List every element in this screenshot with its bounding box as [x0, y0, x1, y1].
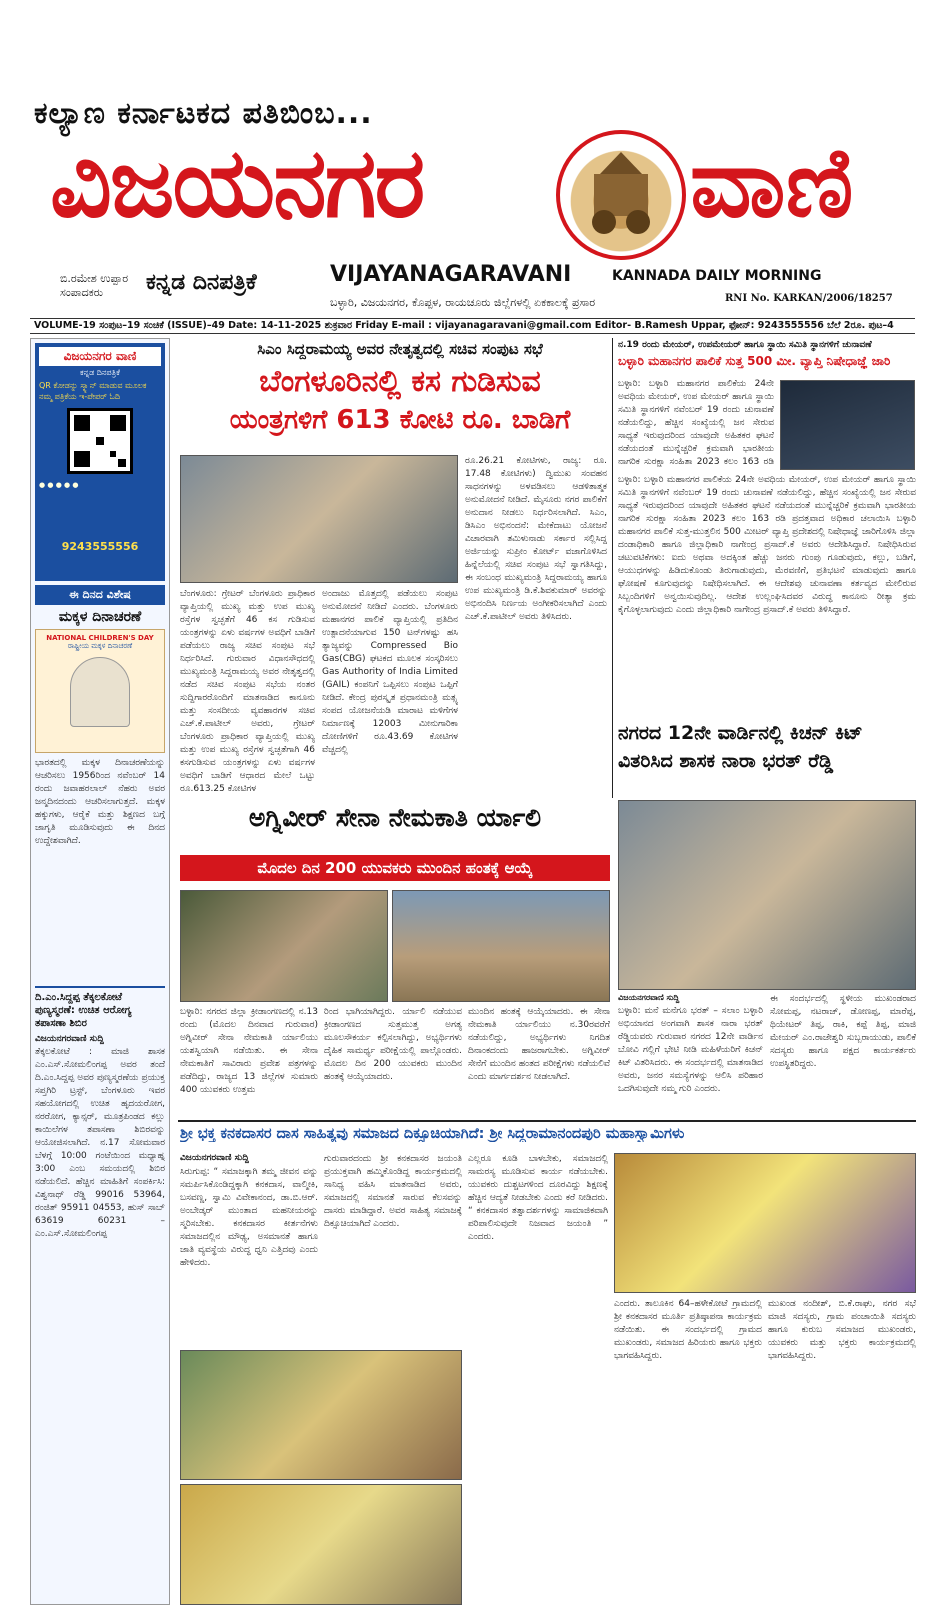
- kanaka-body-3: ಎಲ್ಲರೂ ಕೂಡಿ ಬಾಳಬೇಕು, ಸಮಾಜದಲ್ಲಿ ಸಾಮರಸ್ಯ ಮೂಡಿಸುವ ಕಾರ್ಯ ನಡೆಯಬೇಕು. ಯುವಕರು ದುಶ್ಚಟಗಳಿಂದ ದೂರವಿದ್ದು ಶಿಕ್ಷಣಕ್ಕೆ ಹೆಚ್ಚಿನ ಆದ್ಯತೆ ನೀಡಬೇಕು ಎಂದು ಕರೆ ನೀಡಿದರು. “ ಕನಕದಾಸರ ತತ್ವಾದರ್ಶಗಳನ್ನು ಸಾಮಾಜಿಕವಾಗಿ ಪರಿಪಾಲಿಸುವುದೇ ನಿಜವಾದ ಜಯಂತಿ ” ಎಂದರು.: [468, 1154, 608, 1242]
- agniveer-body-1: ಬಳ್ಳಾರಿ: ನಗರದ ಜಿಲ್ಲಾ ಕ್ರೀಡಾಂಗಣದಲ್ಲಿ ನ.13 ರಂದು (ಮೊದಲ ದಿನವಾದ ಗುರುವಾರ) ಅಗ್ನಿವೀರ್ ಸೇನಾ ನೇಮಕಾತಿ ರ್ಯಾಲಿಯು ಯಶಸ್ವಿಯಾಗಿ ನಡೆಯಿತು. ಈ ಸೇನಾ ನೇಮಕಾತಿಗೆ ಸಾವಿರಾರು ಪ್ರವೇಶ ಪತ್ರಗಳನ್ನು ಪಡೆದಿದ್ದು, ರಾಜ್ಯದ 13 ಜಿಲ್ಲೆಗಳ ಸುಮಾರು 400 ಯುವಕರು ಉತ್ತಮ: [180, 1007, 318, 1095]
- kanaka-body-1: ಸಿರುಗುಪ್ಪ: “ ಸಮಾಜಕ್ಕಾಗಿ ತಮ್ಮ ಜೀವನ ವನ್ನು ಸಮರ್ಪಿಸಿಕೊಂಡಿದ್ದಕ್ಕಾಗಿ ಕನಕದಾಸ, ವಾಲ್ಮೀಕಿ, ಬಸವಣ್ಣ, ಸ್ವಾಮಿ ವಿವೇಕಾನಂದ, ಡಾ.ಬಿ.ಆರ್. ಅಂಬೇಡ್ಕರ್ ಮುಂತಾದ ಮಹನೀಯರನ್ನು ಸ್ಮರಿಸಬೇಕು. ಕನಕದಾಸರ ಕೀರ್ತನೆಗಳು ಸಮಾಜದಲ್ಲಿನ ಮೌಢ್ಯ, ಅಸಮಾನತೆ ಹಾಗೂ ಜಾತಿ ವ್ಯವಸ್ಥೆಯ ವಿರುದ್ಧ ಧ್ವನಿ ಎತ್ತಿದವು ಎಂದು ಹೇಳಿದರು.: [180, 1167, 318, 1268]
- lead-kicker: ಸಿಎಂ ಸಿದ್ದರಾಮಯ್ಯ ಅವರ ನೇತೃತ್ವದಲ್ಲಿ ಸಚಿವ ಸಂಪುಟ ಸಭೆ: [257, 340, 543, 358]
- kitchen-headline-1: ನಗರದ 12ನೇ ವಾರ್ಡಿನಲ್ಲಿ ಕಿಚನ್ ಕಿಟ್: [618, 722, 863, 744]
- lead-story: [180, 340, 620, 436]
- kitchen-body-1: ಬಳ್ಳಾರಿ: ಮನೆ ಮನೆಗೂ ಭರತ್ – ಸಲಾಂ ಬಳ್ಳಾರಿ ಅಭಿಯಾನದ ಅಂಗವಾಗಿ ಶಾಸಕ ನಾರಾ ಭರತ್ ರೆಡ್ಡಿಯವರು ಗುರುವಾರ ನಗರದ 12ನೇ ವಾರ್ಡಿನ ಬೋವಿ ಗಲ್ಲಿಗೆ ಭೇಟಿ ನೀಡಿ ಮಹಿಳೆಯರಿಗೆ ಕಿಚನ್ ಕಿಟ್ ವಿತರಿಸಿದರು. ಈ ಸಂದರ್ಭದಲ್ಲಿ ಮಾತನಾಡಿದ ಅವರು, ಜನರ ಸಮಸ್ಯೆಗಳನ್ನು ಆಲಿಸಿ ಪರಿಹಾರ ಒದಗಿಸುವುದೇ ನಮ್ಮ ಗುರಿ ಎಂದರು.: [618, 1006, 763, 1094]
- issue-info-bar: VOLUME-19 ಸಂಪುಟ–19 ಸಂಚಿಕೆ (ISSUE)–49 Date: 14-11-2025 ಶುಕ್ರವಾರ Friday E-mail : vijayanagaravani@gmail.com Editor- B.Ramesh Uppar, ಫೋನ್: 9243555556 ಬೆಲೆ 2ರೂ. ಪುಟ–4: [30, 318, 915, 334]
- kitchen-kit-photo: [618, 800, 916, 990]
- editor-name: ಬಿ.ರಮೇಶ ಉಪ್ಪಾರ: [60, 272, 129, 285]
- lead-headline-1: ಬೆಂಗಳೂರಿನಲ್ಲಿ ಕಸ ಗುಡಿಸುವ: [259, 364, 541, 399]
- agniveer-headline: ಅಗ್ನಿವೀರ್ ಸೇನಾ ನೇಮಕಾತಿ ರ್ಯಾಲಿ: [248, 803, 542, 832]
- agniveer-photo-2: [392, 890, 610, 1002]
- poster-title: NATIONAL CHILDREN'S DAY: [46, 634, 154, 642]
- kitchen-story-header: [618, 722, 916, 772]
- kanaka-body-2: ಗುರುವಾರದಂದು ಶ್ರೀ ಕನಕದಾಸರ ಜಯಂತಿ ಪ್ರಯುಕ್ತವಾಗಿ ಹಮ್ಮಿಕೊಂಡಿದ್ದ ಕಾರ್ಯಕ್ರಮದಲ್ಲಿ ಸಾನಿಧ್ಯ ವಹಿಸಿ ಮಾತನಾಡಿದ ಅವರು, ಸಮಾಜದಲ್ಲಿ ಸಮಾನತೆ ಸಾರುವ ಕೆಲಸವನ್ನು ದಾಸರು ಮಾಡಿದ್ದಾರೆ. ಅವರ ಸಾಹಿತ್ಯ ಸಮಾಜಕ್ಕೆ ದಿಕ್ಸೂಚಿಯಾಗಿದೆ ಎಂದರು.: [324, 1154, 462, 1229]
- kanaka-byline: ವಿಜಯನಗರವಾಣಿ ಸುದ್ದಿ: [180, 1153, 249, 1163]
- childrens-day-poster: [35, 629, 165, 753]
- lead-body-3: ರೂ.26.21 ಕೋಟಿಗಳು, ರಾಜ್ಯ: ರೂ. 17.48 ಕೋಟಿಗಳು) ದ್ವಿಮುಖ ಸಂವಹನ ಸಾಧನಗಳನ್ನು ಅಳವಡಿಸಲು ಆಡಳಿತಾತ್ಮಕ ಅನುಮೋದನೆ ನೀಡಿದೆ. ಮೈಸೂರು ನಗರ ಪಾಲಿಕೆಗೆ ಅನುದಾನ ನೀಡಲು ನಿರ್ಧರಿಸಲಾಗಿದೆ. ಸಿಎಂ, ಡಿಸಿಎಂ ಅಭಿನಂದನೆ: ಮೇಕೆದಾಟು ಯೋಜನೆ ವಿಚಾರವಾಗಿ ತಮಿಳುನಾಡು ಸರ್ಕಾರ ಸಲ್ಲಿಸಿದ್ದ ಅರ್ಜಿಯನ್ನು ಸುಪ್ರೀಂ ಕೋರ್ಟ್ ವಜಾಗೊಳಿಸಿದ ಹಿನ್ನೆಲೆಯಲ್ಲಿ ಸಚಿವ ಸಂಪುಟ ಸಭೆ ಸ್ವಾಗತಿಸಿದ್ದು, ಈ ಸಂಬಂಧ ಮುಖ್ಯಮಂತ್ರಿ ಸಿದ್ದರಾಮಯ್ಯ ಹಾಗೂ ಉಪ ಮುಖ್ಯಮಂತ್ರಿ ಡಿ.ಕೆ.ಶಿವಕುಮಾರ್ ಅವರನ್ನು ಅಭಿನಂದಿಸಿ ನಿರ್ಣಯ ಅಂಗೀಕರಿಸಲಾಗಿದೆ ಎಂದು ಎಚ್.ಕೆ.ಪಾಟೀಲ್ ಅವರು ತಿಳಿಸಿದರು.: [465, 456, 607, 622]
- whatsapp-icon[interactable]: ●: [55, 481, 62, 489]
- qr-code-icon[interactable]: [67, 408, 133, 474]
- brand-en: VIJAYANAGARAVANI: [330, 262, 572, 287]
- agniveer-body-2: ರಿಂದ ಭಾಗಿಯಾಗಿದ್ದರು. ರ್ಯಾಲಿ ನಡೆಯುವ ಕ್ರೀಡಾಂಗಣದ ಸುತ್ತಮುತ್ತ ಅಗತ್ಯ ಮೂಲಸೌಕರ್ಯ ಕಲ್ಪಿಸಲಾಗಿದ್ದು, ಅಭ್ಯರ್ಥಿಗಳು ದೈಹಿಕ ಸಾಮರ್ಥ್ಯ ಪರೀಕ್ಷೆಯಲ್ಲಿ ಪಾಲ್ಗೊಂಡರು. ಮೊದಲ ದಿನ 200 ಯುವಕರು ಮುಂದಿನ ಹಂತಕ್ಕೆ ಆಯ್ಕೆಯಾದರು.: [324, 1007, 462, 1082]
- municipal-story: [618, 340, 916, 369]
- collector-photo: [780, 380, 915, 470]
- section-rule: [178, 1120, 916, 1122]
- municipal-body-b: ಬಳ್ಳಾರಿ: ಬಳ್ಳಾರಿ ಮಹಾನಗರ ಪಾಲಿಕೆಯ 24ನೇ ಅವಧಿಯ ಮೇಯರ್, ಉಪ ಮೇಯರ್ ಹಾಗೂ ಸ್ಥಾಯಿ ಸಮಿತಿ ಸ್ಥಾನಗಳಿಗೆ ನವೆಂಬರ್ 19 ರಂದು ಚುನಾವಣೆ ನಡೆಯಲಿದ್ದು, ಹೆಚ್ಚಿನ ಸಂಖ್ಯೆಯಲ್ಲಿ ಜನ ಸೇರುವ ಸಾಧ್ಯತೆ ಇರುವುದರಿಂದ ಯಾವುದೇ ಅಹಿತಕರ ಘಟನೆ ನಡೆಯದಂತೆ ಮುನ್ನೆಚ್ಚರಿಕೆ ಕ್ರಮವಾಗಿ ಭಾರತೀಯ ನಾಗರಿಕ ಸುರಕ್ಷಾ ಸಂಹಿತಾ 2023 ಕಲಂ 163 ರಡಿ ಪ್ರದತ್ತವಾದ ಅಧಿಕಾರ ಚಲಾಯಿಸಿ ಬಳ್ಳಾರಿ ಮಹಾನಗರ ಪಾಲಿಕೆ ಸುತ್ತ-ಮುತ್ತಲಿನ 500 ಮೀಟರ್ ವ್ಯಾಪ್ತಿ ಪ್ರದೇಶದಲ್ಲಿ ನಿಷೇಧಾಜ್ಞೆ ಜಾರಿಗೊಳಿಸಿ ಜಿಲ್ಲಾ ದಂಡಾಧಿಕಾರಿ ಹಾಗೂ ಜಿಲ್ಲಾಧಿಕಾರಿ ನಾಗೇಂದ್ರ ಪ್ರಸಾದ್.ಕೆ ಅವರು ಆದೇಶಿಸಿದ್ದಾರೆ. ನಿಷೇಧಿಸಿರುವ ಚಟುವಟಿಕೆಗಳು: ಐದು ಅಥವಾ ಅದಕ್ಕಿಂತ ಹೆಚ್ಚು ಜನರು ಗುಂಪು ಗೂಡುವುದು, ಕಲ್ಲು, ಬಡಿಗೆ, ಆಯುಧಗಳನ್ನು ಹಿಡಿದುಕೊಂಡು ತಿರುಗಾಡುವುದು, ಮೆರವಣಿಗೆ, ಪ್ರತಿಭಟನೆ ಮಾಡುವುದು ಹಾಗೂ ಘೋಷಣೆ ಕೂಗುವುದನ್ನು ನಿಷೇಧಿಸಲಾಗಿದೆ. ಈ ಆದೇಶವು ಚುನಾವಣಾ ಕರ್ತವ್ಯದ ಮೇಲಿರುವ ಸಿಬ್ಬಂದಿಗಳಿಗೆ ಅನ್ವಯಿಸುವುದಿಲ್ಲ. ಆದೇಶ ಉಲ್ಲಂಘಿಸಿದವರ ವಿರುದ್ಧ ಕಾನೂನು ರೀತ್ಯಾ ಕ್ರಮ ಕೈಗೊಳ್ಳಲಾಗುವುದು ಎಂದು ಜಿಲ್ಲಾಧಿಕಾರಿ ನಾಗೇಂದ್ರ ಪ್ರಸಾದ್.ಕೆ ಅವರು ತಿಳಿಸಿದ್ದಾರೆ.: [618, 475, 916, 615]
- agniveer-banner: ಮೊದಲ ದಿನ 200 ಯುವಕರು ಮುಂದಿನ ಹಂತಕ್ಕೆ ಆಯ್ಕೆ: [180, 855, 610, 881]
- left-sidebar: [30, 338, 170, 1605]
- youtube-icon[interactable]: ●: [47, 481, 54, 489]
- health-camp-text: ತೆಕ್ಕಲಕೋಟೆ : ಮಾಜಿ ಶಾಸಕ ಎಂ.ಎಸ್.ಸೋಮಲಿಂಗಪ್ಪ ಅವರ ತಂದೆ ದಿ.ಎಂ.ಸಿದ್ದಪ್ಪ ಅವರ ಪುಣ್ಯಸ್ಮರಣೆಯ ಪ್ರಯುಕ್ತ ಸಪ್ತಗಿರಿ ಟ್ರಸ್ಟ್, ಬೆಂಗಳೂರು ಇವರ ಸಹಯೋಗದಲ್ಲಿ ಉಚಿತ ಹೃದಯರೋಗ, ನರರೋಗ, ಕ್ಯಾನ್ಸರ್, ಮೂತ್ರಪಿಂಡದ ಕಲ್ಲು ಕಾಯಿಲೆಗಳ ತಪಾಸಣಾ ಶಿಬಿರವನ್ನು ಆಯೋಜಿಸಲಾಗಿದೆ. ನ.17 ಸೋಮವಾರ ಬೆಳಗ್ಗೆ 10:00 ಗಂಟೆಯಿಂದ ಮಧ್ಯಾಹ್ನ 3:00 ಎಂಬ ಸಮಯದಲ್ಲಿ ಶಿಬಿರ ನಡೆಯಲಿದೆ. ಹೆಚ್ಚಿನ ಮಾಹಿತಿಗೆ ಸಂಪರ್ಕಿಸಿ: ವಿಶ್ವನಾಥ್ ರೆಡ್ಡಿ 99016 53964, ರಂಜಿತ್ 95911 04553, ಹುಸ್ ಸಾಬ್ 63619 60231 – ಎಂ.ಎಸ್.ಸೋಮಲಿಂಗಪ್ಪ: [35, 1047, 165, 1239]
- poster-kn: ರಾಷ್ಟ್ರೀಯ ಮಕ್ಕಳ ದಿನಾಚರಣೆ: [67, 642, 133, 650]
- kitchen-headline-2: ವಿತರಿಸಿದ ಶಾಸಕ ನಾರಾ ಭರತ್ ರೆಡ್ಡಿ: [618, 750, 834, 772]
- masthead-title-part2: ವಾಣಿ: [690, 126, 854, 239]
- municipal-headline: ಬಳ್ಳಾರಿ ಮಹಾನಗರ ಪಾಲಿಕೆ ಸುತ್ತ 500 ಮೀ. ವ್ಯಾಪ್ತಿ ನಿಷೇಧಾಜ್ಞೆ ಜಾರಿ: [618, 354, 891, 368]
- kanaka-body-5: ಮುಖಂಡ ನಂದೀಶ್, ಬಿ.ಕೆ.ರಾಘು, ನಗರ ಸಭೆ ಮಾಜಿ ಸದಸ್ಯರು, ಗ್ರಾಮ ಪಂಚಾಯಿತಿ ಸದಸ್ಯರು ಹಾಗೂ ಕುರುಬ ಸಮಾಜದ ಮುಖಂಡರು, ಯುವಕರು ಮತ್ತು ಭಕ್ತರು ಕಾರ್ಯಕ್ರಮದಲ್ಲಿ ಭಾಗವಹಿಸಿದ್ದರು.: [768, 1299, 916, 1361]
- stone-chariot-emblem: [556, 130, 686, 260]
- municipal-body-a: ಬಳ್ಳಾರಿ: ಬಳ್ಳಾರಿ ಮಹಾನಗರ ಪಾಲಿಕೆಯ 24ನೇ ಅವಧಿಯ ಮೇಯರ್, ಉಪ ಮೇಯರ್ ಹಾಗೂ ಸ್ಥಾಯಿ ಸಮಿತಿ ಸ್ಥಾನಗಳಿಗೆ ನವೆಂಬರ್ 19 ರಂದು ಚುನಾವಣೆ ನಡೆಯಲಿದ್ದು, ಹೆಚ್ಚಿನ ಸಂಖ್ಯೆಯಲ್ಲಿ ಜನ ಸೇರುವ ಸಾಧ್ಯತೆ ಇರುವುದರಿಂದ ಯಾವುದೇ ಅಹಿತಕರ ಘಟನೆ ನಡೆಯದಂತೆ ಮುನ್ನೆಚ್ಚರಿಕೆ ಕ್ರಮವಾಗಿ ಭಾರತೀಯ ನಾಗರಿಕ ಸುರಕ್ಷಾ ಸಂಹಿತಾ 2023 ಕಲಂ 163 ರಡಿ: [618, 379, 774, 467]
- masthead-title-part1: ವಿಜಯನಗರ: [50, 126, 424, 239]
- kanaka-statue-photo: [180, 1350, 462, 1480]
- telegram-icon[interactable]: ●: [64, 481, 71, 489]
- kitchen-byline: ವಿಜಯನಗರವಾಣಿ ಸುದ್ದಿ: [618, 993, 680, 1002]
- ad-text: QR ಕೋಡನ್ನು ಸ್ಕ್ಯಾನ್ ಮಾಡುವ ಮೂಲಕ ನಮ್ಮ ಪತ್ರಿಕೆಯ ಇ-ಪೇಪರ್ ಓದಿ: [39, 381, 147, 401]
- instagram-icon[interactable]: ●: [72, 481, 79, 489]
- day-special-label: ಈ ದಿನದ ವಿಶೇಷ: [35, 585, 165, 605]
- portrait-icon: [70, 657, 130, 727]
- agniveer-photo-1: [180, 890, 388, 1002]
- swamiji-event-photo: [614, 1153, 916, 1293]
- column-rule: [612, 338, 613, 798]
- kanaka-body-4: ಎಂದರು. ತಾಲೂಕಿನ 64–ಹಳೇಕೋಟೆ ಗ್ರಾಮದಲ್ಲಿ ಶ್ರೀ ಕನಕದಾಸರ ಮೂರ್ತಿ ಪ್ರತಿಷ್ಠಾಪನಾ ಕಾರ್ಯಕ್ರಮ ನಡೆಯಿತು. ಈ ಸಂದರ್ಭದಲ್ಲಿ ಗ್ರಾಮದ ಮುಖಂಡರು, ಸಮಾಜದ ಹಿರಿಯರು ಹಾಗೂ ಭಕ್ತರು ಭಾಗವಹಿಸಿದ್ದರು.: [614, 1299, 762, 1361]
- ad-phone: 9243555556: [61, 540, 139, 553]
- regions-line: ಬಳ್ಳಾರಿ, ವಿಜಯನಗರ, ಕೊಪ್ಪಳ, ರಾಯಚೂರು ಜಿಲ್ಲೆಗಳಲ್ಲಿ ಏಕಕಾಲಕ್ಕೆ ಪ್ರಸಾರ: [330, 296, 596, 309]
- daily-label-kn: ಕನ್ನಡ ದಿನಪತ್ರಿಕೆ: [146, 270, 257, 295]
- lead-headline-2: ಯಂತ್ರಗಳಿಗೆ 613 ಕೋಟಿ ರೂ. ಬಾಡಿಗೆ: [229, 405, 571, 435]
- kanaka-crowd-photo: [180, 1484, 462, 1605]
- childrens-day-title: ಮಕ್ಕಳ ದಿನಾಚರಣೆ: [58, 609, 142, 625]
- stone-chariot-icon: [560, 134, 682, 256]
- tagline: ಕಲ್ಯಾಣ ಕರ್ನಾಟಕದ ಪತಿಬಿಂಬ...: [34, 96, 373, 131]
- brand-sub: KANNADA DAILY MORNING: [612, 268, 822, 284]
- rni-number: RNI No. KARKAN/2006/18257: [725, 293, 893, 304]
- lead-body-1: ಬೆಂಗಳೂರು: ಗ್ರೇಟರ್ ಬೆಂಗಳೂರು ಪ್ರಾಧಿಕಾರ ವ್ಯಾಪ್ತಿಯಲ್ಲಿ ಮುಖ್ಯ ಮತ್ತು ಉಪ ಮುಖ್ಯ ರಸ್ತೆಗಳ ಸ್ವಚ್ಛತೆಗೆ 46 ಕಸ ಗುಡಿಸುವ ಯಂತ್ರಗಳನ್ನು ಏಳು ವರ್ಷಗಳ ಅವಧಿಗೆ ಬಾಡಿಗೆ ಪಡೆಯಲು ರಾಜ್ಯ ಸಚಿವ ಸಂಪುಟ ಸಭೆ ನಿರ್ಧರಿಸಿದೆ. ಗುರುವಾರ ವಿಧಾನಸೌಧದಲ್ಲಿ ಮುಖ್ಯಮಂತ್ರಿ ಸಿದ್ದರಾಮಯ್ಯ ಅವರ ನೇತೃತ್ವದಲ್ಲಿ ನಡೆದ ಸಚಿವ ಸಂಪುಟ ಸಭೆಯ ನಂತರ ಸುದ್ದಿಗಾರರೊಂದಿಗೆ ಮಾತನಾಡಿದ ಕಾನೂನು ಮತ್ತು ಸಂಸದೀಯ ವ್ಯವಹಾರಗಳ ಸಚಿವ ಎಚ್.ಕೆ.ಪಾಟೀಲ್ ಅವರು, ಗ್ರೇಟರ್ ಬೆಂಗಳೂರು ಪ್ರಾಧಿಕಾರ ವ್ಯಾಪ್ತಿಯಲ್ಲಿ ಮುಖ್ಯ ಮತ್ತು ಉಪ ಮುಖ್ಯ ರಸ್ತೆಗಳ ಸ್ವಚ್ಛತೆಗಾಗಿ 46 ಕಸಗುಡಿಸುವ ಯಂತ್ರಗಳನ್ನು ಏಳು ವರ್ಷಗಳ ಅವಧಿಗೆ ಬಾಡಿಗೆ ಆಧಾರದ ಮೇಲೆ ಒಟ್ಟು ರೂ.613.25 ಕೋಟಿಗಳ: [180, 589, 315, 793]
- health-camp-byline: ವಿಜಯನಗರವಾಣಿ ಸುದ್ದಿ: [35, 1034, 104, 1044]
- ad-title: ವಿಜಯನಗರ ವಾಣಿ: [39, 347, 161, 366]
- lead-body-2: ಅಂದಾಜು ಮೊತ್ತದಲ್ಲಿ ಪಡೆಯಲು ಸಂಪುಟ ಅನುಮೋದನೆ ನೀಡಿದೆ ಎಂದರು. ಬೆಂಗಳೂರು ಮಹಾನಗರ ಪಾಲಿಕೆ ವ್ಯಾಪ್ತಿಯಲ್ಲಿ ಪ್ರತಿದಿನ ಉತ್ಪಾದನೆಯಾಗುವ 150 ಟನ್‌ಗಳಷ್ಟು ಹಸಿ ತ್ಯಾಜ್ಯವನ್ನು Compressed Bio Gas(CBG) ಘಟಕದ ಮೂಲಕ ಸಂಸ್ಕರಿಸಲು Gas Authority of India Limited (GAIL) ಕಂಪನಿಗೆ ಒಪ್ಪಿಸಲು ಸಂಪುಟ ಒಪ್ಪಿಗೆ ನೀಡಿದೆ. ಕೇಂದ್ರ ಪುರಸ್ಕೃತ ಪ್ರಧಾನಮಂತ್ರಿ ಮತ್ಸ್ಯ ಸಂಪದ ಯೋಜನೆಯಡಿ ಮಾರಾಟ ಮಳಿಗೆಗಳ ನಿರ್ಮಾಣಕ್ಕೆ 12003 ಮೀನುಗಾರಿಕಾ ದೋಣಿಗಳಿಗೆ ರೂ.43.69 ಕೋಟಿಗಳ ವೆಚ್ಚದಲ್ಲಿ: [322, 589, 458, 755]
- kitchen-body-2: ಈ ಸಂದರ್ಭದಲ್ಲಿ ಸ್ಥಳೀಯ ಮುಖಂಡರಾದ ಸೋಮಪ್ಪ, ನಟರಾಜ್, ಡೋಣಪ್ಪ, ಮಾರೆಪ್ಪ, ಥಿಯೇಟರ್ ತಿಪ್ಪ, ರಾಕಿ, ಕಪ್ಪೆ ತಿಪ್ಪ, ಮಾಜಿ ಮೇಯರ್ ಎಂ.ರಾಜೇಶ್ವರಿ ಸುಬ್ಬರಾಯುಡು, ಪಾಲಿಕೆ ಸದಸ್ಯರು ಹಾಗೂ ಪಕ್ಷದ ಕಾರ್ಯಕರ್ತರು ಉಪಸ್ಥಿತರಿದ್ದರು.: [770, 994, 916, 1069]
- childrens-day-text: ಭಾರತದಲ್ಲಿ ಮಕ್ಕಳ ದಿನಾಚರಣೆಯನ್ನು ಆಚರಿಸಲು 1956ರಿಂದ ನವೆಂಬರ್ 14 ರಂದು ಜವಾಹರಲಾಲ್ ನೆಹರು ಅವರ ಜನ್ಮದಿನದಂದು ಆಚರಿಸಲಾಗುತ್ತದೆ. ಮಕ್ಕಳ ಹಕ್ಕುಗಳು, ಆರೈಕೆ ಮತ್ತು ಶಿಕ್ಷಣದ ಬಗ್ಗೆ ಜಾಗೃತಿ ಮೂಡಿಸುವುದು ಈ ದಿನದ ಉದ್ದೇಶವಾಗಿದೆ.: [35, 758, 165, 846]
- epaper-ad: [35, 343, 165, 581]
- agniveer-body-3: ಮುಂದಿನ ಹಂತಕ್ಕೆ ಆಯ್ಕೆಯಾದರು. ಈ ಸೇನಾ ನೇಮಕಾತಿ ರ್ಯಾಲಿಯು ನ.30ರವರೆಗೆ ನಡೆಯಲಿದ್ದು, ಅಭ್ಯರ್ಥಿಗಳು ನಿಗದಿತ ದಿನಾಂಕದಂದು ಹಾಜರಾಗಬೇಕು. ಅಗ್ನಿವೀರ್ ಸೇನೆಗೆ ಮುಂದಿನ ಹಂತದ ಪರೀಕ್ಷೆಗಳು ನಡೆಯಲಿವೆ ಎಂದು ಮಾರ್ಗದರ್ಶನ ನೀಡಲಾಗಿದೆ.: [468, 1007, 610, 1082]
- municipal-kicker: ನ.19 ರಂದು ಮೇಯರ್, ಉಪಮೇಯರ್ ಹಾಗೂ ಸ್ಥಾಯಿ ಸಮಿತಿ ಸ್ಥಾನಗಳಿಗೆ ಚುನಾವಣೆ: [618, 340, 872, 350]
- kanaka-headline: ಶ್ರೀ ಭಕ್ತ ಕನಕದಾಸರ ದಾಸ ಸಾಹಿತ್ಯವು ಸಮಾಜದ ದಿಕ್ಸೂಚಿಯಾಗಿದೆ: ಶ್ರೀ ಸಿದ್ದರಾಮಾನಂದಪುರಿ ಮಹಾಸ್ವಾಮಿಗಳು: [180, 1126, 685, 1142]
- facebook-icon[interactable]: ●: [39, 481, 46, 489]
- editor-role: ಸಂಪಾದಕರು: [60, 286, 104, 300]
- health-camp-title: ದಿ.ಎಂ.ಸಿದ್ದಪ್ಪ ತೆಕ್ಕಲಕೋಟೆ ಪುಣ್ಯಸ್ಮರಣೆ: ಉಚಿತ ಆರೋಗ್ಯ ತಪಾಸಣಾ ಶಿಬಿರ: [35, 986, 165, 1030]
- cabinet-meeting-photo: [180, 455, 458, 583]
- ad-sub: ಕನ್ನಡ ದಿನಪತ್ರಿಕೆ: [79, 368, 120, 377]
- social-icons-row: [39, 480, 161, 540]
- editor-block: [60, 272, 128, 301]
